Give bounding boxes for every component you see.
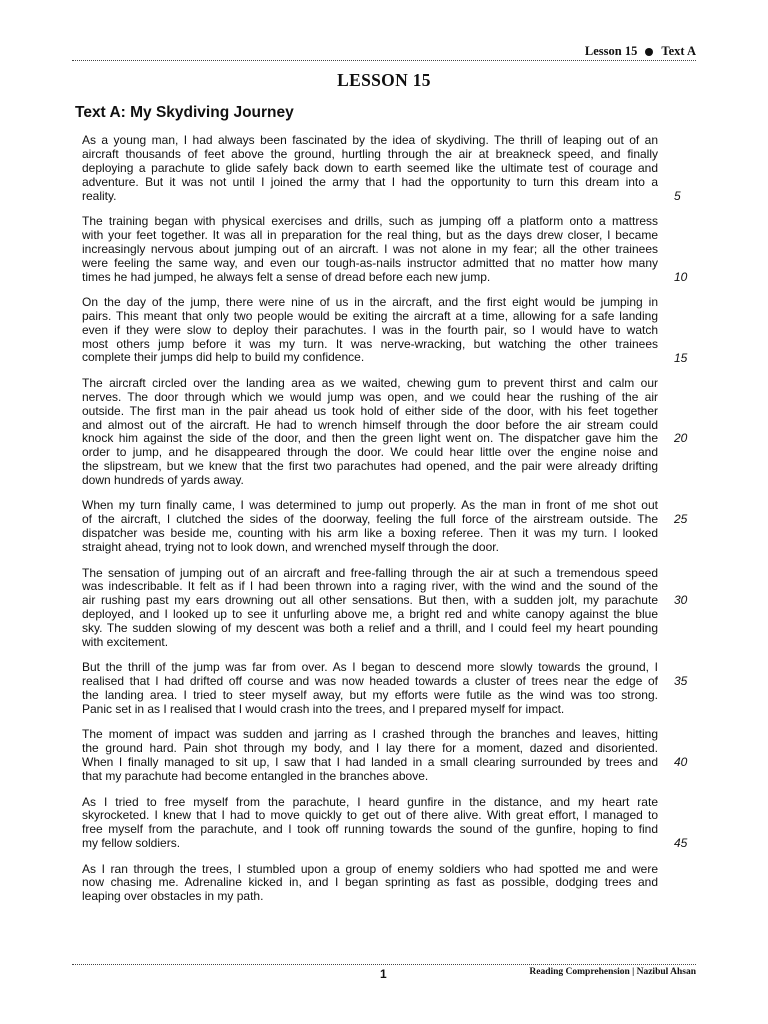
passage [82, 133, 688, 916]
text-line: nerves. The door through which we would jump was open, and we could hear the rushing of the air [82, 389, 658, 404]
line-number: 45 [674, 836, 688, 851]
text-line: my fellow soldiers. [82, 836, 181, 851]
text-line: and almost out of the aircraft. He had to wrench himself through the door before the air stream could [82, 417, 658, 432]
text-line: the ground hard. Pain shot through my body, and I lay there for a moment, dazed and disoriented. [82, 741, 658, 756]
text-line: adventure. But it was not until I joined the army that I had the opportunity to turn this dream into a [82, 174, 658, 189]
text-line: The aircraft circled over the landing area as we waited, chewing gum to prevent thirst and calm our [82, 375, 658, 390]
text-line: Panic set in as I realised that I would crash into the trees, and I prepared myself for impact. [82, 702, 565, 717]
text-line: deployed, and I looked up to see it unfurling above me, a bright red and white canopy against the blue [82, 607, 658, 622]
paragraph [82, 213, 688, 284]
line-number: 10 [674, 269, 688, 284]
text-line: When my turn finally came, I was determined to jump out properly. As the man in front of me shot out [82, 498, 658, 513]
header-divider [72, 60, 696, 61]
running-header [585, 44, 696, 59]
line-number: 5 [674, 188, 681, 203]
footer-credit: Reading Comprehension | Nazibul Ahsan [529, 967, 696, 977]
text-line: But the thrill of the jump was far from over. As I began to descend more slowly towards the ground, I [82, 660, 658, 675]
header-lesson: Lesson 15 [584, 44, 638, 58]
line-number: 15 [674, 350, 688, 365]
text-line: now chasing me. Adrenaline kicked in, and I began sprinting as fast as possible, dodging trees and [82, 875, 658, 890]
text-line: reality. [82, 188, 117, 203]
text-line: outside. The first man in the pair ahead us took hold of either side of the door, with his feet together [82, 403, 658, 418]
text-line: The moment of impact was sudden and jarring as I crashed through the branches and leaves, hitting [82, 727, 658, 742]
lesson-title: LESSON 15 [337, 70, 431, 90]
text-line: the slipstream, but we knew that the first two parachutes had opened, and the pair were already drifting [82, 459, 658, 474]
paragraph [82, 794, 688, 852]
text-line: down hundreds of yards away. [82, 473, 244, 488]
text-line: sky. The sudden slowing of my descent was both a relief and a thrill, and I could feel my heart pounding [82, 621, 658, 636]
text-line: As I ran through the trees, I stumbled upon a group of enemy soldiers who had spotted me and were [82, 861, 658, 876]
text-line: On the day of the jump, there were nine of us in the aircraft, and the first eight would be jumping in [82, 294, 658, 309]
text-line: The training began with physical exercises and drills, such as jumping off a platform onto a mattress [82, 213, 658, 228]
paragraph [82, 863, 658, 905]
text-line: aircraft thousands of feet above the ground, hurtling through the air at breakneck speed, and finally [82, 146, 658, 161]
paragraph [82, 294, 688, 365]
text-line: the landing area. I tried to steer myself away, but my efforts were futile as the wind was too strong. [82, 688, 658, 703]
text-line: with excitement. [82, 635, 169, 649]
header-text: Text A [661, 44, 696, 58]
text-line: dispatcher was beside me, counting with his arm like a boxing referee. Then it was my turn. I looked [82, 526, 658, 541]
text-line: that my parachute had become entangled in the branches above. [82, 769, 429, 784]
line-number: 25 [674, 512, 688, 527]
paragraph [82, 660, 688, 717]
text-line: When I finally managed to sit up, I saw that I had landed in a small clearing surrounded by trees and [82, 755, 658, 770]
text-title: Text A: My Skydiving Journey [75, 104, 294, 121]
text-line: increasingly nervous about jumping out of an aircraft. I was not alone in my fear; all the other trainees [82, 241, 658, 256]
line-number: 40 [674, 755, 688, 770]
text-line: of the aircraft, I clutched the sides of the doorway, feeling the full force of the airstream outside. The [82, 512, 658, 527]
text-line: most others jump before it was my turn. It was nerve-wracking, but watching the other trainees [82, 336, 658, 351]
line-number: 35 [674, 674, 688, 689]
text-line: free myself from the parachute, and I took off running towards the sound of the gunfire, hoping to find [82, 822, 658, 837]
bullet-icon [645, 48, 653, 56]
text-line: air rushing past my ears drowning out all other sensations. But then, with a sudden jolt, my parachute [82, 593, 658, 608]
text-line: knock him against the side of the door, and then the green light went on. The dispatcher gave him the [82, 431, 658, 446]
page-number: 1 [380, 967, 387, 981]
text-line: deploying a parachute to glide safely back down to earth seemed like the ultimate test of courage and [82, 160, 658, 175]
text-line: leaping over obstacles in my path. [82, 889, 264, 904]
paragraph [82, 498, 688, 555]
text-line: As I tried to free myself from the parachute, I heard gunfire in the distance, and my heart rate [82, 794, 658, 809]
text-line: times he had jumped, he always felt a sense of dread before each new jump. [82, 269, 491, 284]
text-line: straight ahead, trying not to look down, and wrenched myself through the door. [82, 540, 499, 555]
text-line: complete their jumps did help to build my confidence. [82, 350, 365, 365]
text-line: skyrocketed. I knew that I had to move quickly to get out of there alive. With great effort, I managed to [82, 808, 658, 823]
text-line: were feeling the same way, and even our tough-as-nails instructor admitted that no matter how many [82, 255, 658, 270]
line-number: 20 [674, 431, 688, 446]
paragraph [82, 375, 688, 488]
paragraph [82, 565, 688, 650]
text-line: with your feet together. It was all in preparation for the real thing, but as the days drew closer, I became [82, 227, 658, 242]
line-number: 30 [674, 593, 688, 608]
text-line: pairs. This meant that only two people would be exiting the aircraft at a time, allowing for a safe landing [82, 308, 658, 323]
footer-divider [72, 964, 696, 965]
text-line: even if they were slow to deploy their parachutes. I was in the fourth pair, so I would have to watch [82, 322, 658, 337]
paragraph [82, 133, 681, 203]
text-line: The sensation of jumping out of an aircraft and free-falling through the air at such a tremendous speed [82, 565, 658, 580]
paragraph [82, 727, 688, 784]
text-line: order to jump, and he disappeared through the door. We could hear little over the engine noise and [82, 445, 658, 460]
text-line: As a young man, I had always been fascinated by the idea of skydiving. The thrill of leaping out of an [82, 133, 658, 147]
text-line: realised that I had drifted off course and was now headed towards a cluster of trees near the edge of [82, 674, 658, 689]
text-line: was indescribable. It felt as if I had been thrown into a raging river, with the wind and the sound of the [82, 579, 658, 594]
